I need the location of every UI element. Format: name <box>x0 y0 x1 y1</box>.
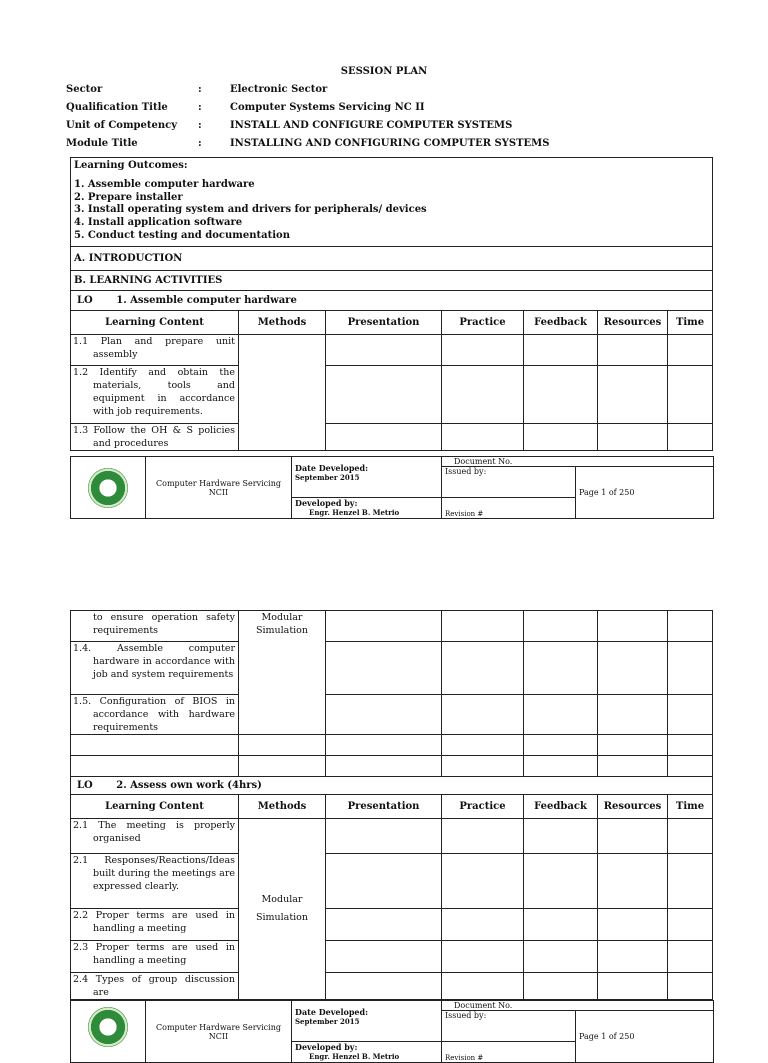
page-footer-1 <box>70 456 714 519</box>
col-practice: Practice <box>442 795 524 819</box>
table-row <box>71 335 713 366</box>
header-colon: : <box>198 138 202 149</box>
footer-date-label: Date Developed: <box>295 463 369 473</box>
methods-cell <box>239 335 326 451</box>
table-row <box>71 424 713 451</box>
table-row <box>71 819 713 854</box>
footer-revision: Revision # <box>442 498 576 519</box>
footer-dev <box>292 1042 442 1063</box>
learning-content-cell: 1.2 Identify and obtain the materials, tools and equipment in accordance with job requirements. <box>71 366 239 424</box>
learning-content-cell: to ensure operation safety requirements <box>71 611 239 642</box>
col-presentation: Presentation <box>326 795 442 819</box>
seal-logo-icon <box>88 1007 128 1047</box>
header-colon: : <box>198 102 202 113</box>
footer-course: Computer Hardware Servicing NCII <box>146 1001 292 1063</box>
footer-doc-no: Document No. <box>442 457 714 467</box>
footer-date-value: September 2015 <box>295 473 360 482</box>
footer-date-label: Date Developed: <box>295 1007 369 1017</box>
footer-2-clip <box>0 998 768 1062</box>
footer-page: Page 1 of 250 <box>576 1011 714 1063</box>
learning-content-cell: 2.1 Responses/Reactions/Ideas built during the meetings are expressed clearly. <box>71 854 239 909</box>
footer-logo <box>71 1001 146 1063</box>
learning-outcome-item: 1. Assemble computer hardware <box>74 178 255 190</box>
learning-outcome-item: 3. Install operating system and drivers for peripherals/ devices <box>74 204 427 216</box>
learning-content-cell: 1.5. Configuration of BIOS in accordance with hardware requirements <box>71 695 239 735</box>
learning-outcome-item: 5. Conduct testing and documentation <box>74 229 290 241</box>
table-row <box>71 854 713 909</box>
col-time: Time <box>668 795 713 819</box>
table-row <box>71 366 713 424</box>
header-row-unit <box>0 120 768 134</box>
page-title: SESSION PLAN <box>340 66 428 77</box>
footer-issued: Issued by: <box>442 467 576 498</box>
header-label: Module Title <box>66 138 138 149</box>
col-feedback: Feedback <box>524 795 598 819</box>
methods-cell: Modular Simulation <box>239 611 326 735</box>
header-row-module <box>0 138 768 152</box>
learning-content-cell: 2.1 The meeting is properly organised <box>71 819 239 854</box>
col-resources: Resources <box>598 795 668 819</box>
seal-logo-icon <box>88 468 128 508</box>
footer-dev-label: Developed by: <box>295 498 358 509</box>
header-label: Qualification Title <box>66 102 168 113</box>
learning-outcomes-heading: Learning Outcomes: <box>74 160 188 171</box>
col-time: Time <box>668 311 713 335</box>
header-value: INSTALL AND CONFIGURE COMPUTER SYSTEMS <box>230 120 513 131</box>
footer-date <box>292 457 442 498</box>
footer-doc-no: Document No. <box>442 1001 714 1011</box>
learning-outcomes-row <box>71 158 713 247</box>
learning-outcome-item: 4. Install application software <box>74 217 243 229</box>
section-learning-activities: B. LEARNING ACTIVITIES <box>71 271 713 291</box>
col-feedback: Feedback <box>524 311 598 335</box>
table-header-row <box>71 795 713 819</box>
session-table-page2 <box>70 610 713 1000</box>
col-methods: Methods <box>239 311 326 335</box>
lo2-heading <box>71 777 713 795</box>
footer-dev-label: Developed by: <box>295 1042 358 1053</box>
lo2-title: 2. Assess own work (4hrs) <box>116 780 262 791</box>
footer-revision: Revision # <box>442 1042 576 1063</box>
header-label: Unit of Competency <box>66 120 178 131</box>
header-value: Computer Systems Servicing NC II <box>230 102 425 113</box>
footer-issued: Issued by: <box>442 1011 576 1042</box>
col-learning-content: Learning Content <box>71 795 239 819</box>
header-colon: : <box>198 120 202 131</box>
col-presentation: Presentation <box>326 311 442 335</box>
footer-date-value: September 2015 <box>295 1017 360 1026</box>
header-value: Electronic Sector <box>230 84 328 95</box>
learning-outcomes <box>71 158 713 247</box>
table-row <box>71 642 713 695</box>
footer-dev <box>292 498 442 519</box>
lo1-prefix: LO <box>77 295 93 306</box>
learning-content-cell: 1.1 Plan and prepare unit assembly <box>71 335 239 366</box>
methods-cell: Modular Simulation <box>239 819 326 1000</box>
page-footer-2 <box>70 1000 714 1063</box>
learning-content-cell: 1.3 Follow the OH & S policies and procedures <box>71 424 239 451</box>
learning-content-cell: 2.2 Proper terms are used in handling a meeting <box>71 909 239 941</box>
table-row <box>71 941 713 973</box>
learning-outcome-item: 2. Prepare installer <box>74 191 183 203</box>
header-row-qualification <box>0 102 768 116</box>
table-row <box>71 756 713 777</box>
footer-dev-value: Engr. Henzel B. Metrio <box>309 1052 400 1062</box>
footer-course: Computer Hardware Servicing NCII <box>146 457 292 519</box>
footer-dev-value: Engr. Henzel B. Metrio <box>309 508 400 518</box>
session-table-page1 <box>70 157 713 451</box>
col-methods: Methods <box>239 795 326 819</box>
footer-page: Page 1 of 250 <box>576 467 714 519</box>
header-value: INSTALLING AND CONFIGURING COMPUTER SYSTEMS <box>230 138 550 149</box>
table-row <box>71 611 713 642</box>
section-introduction: A. INTRODUCTION <box>71 247 713 271</box>
lo1-heading <box>71 291 713 311</box>
table-row <box>71 973 713 1000</box>
table-row <box>71 909 713 941</box>
col-practice: Practice <box>442 311 524 335</box>
header-colon: : <box>198 84 202 95</box>
col-resources: Resources <box>598 311 668 335</box>
footer-logo <box>71 457 146 519</box>
learning-content-cell: 2.4 Types of group discussion are <box>71 973 239 1000</box>
footer-date <box>292 1001 442 1042</box>
table-header-row <box>71 311 713 335</box>
lo1-title: 1. Assemble computer hardware <box>116 295 297 306</box>
learning-content-cell: 2.3 Proper terms are used in handling a meeting <box>71 941 239 973</box>
learning-content-cell: 1.4. Assemble computer hardware in accordance with job and system requirements <box>71 642 239 695</box>
col-learning-content: Learning Content <box>71 311 239 335</box>
table-row <box>71 735 713 756</box>
header-label: Sector <box>66 84 103 95</box>
header-row-sector <box>0 84 768 98</box>
table-row <box>71 695 713 735</box>
lo2-prefix: LO <box>77 780 93 791</box>
